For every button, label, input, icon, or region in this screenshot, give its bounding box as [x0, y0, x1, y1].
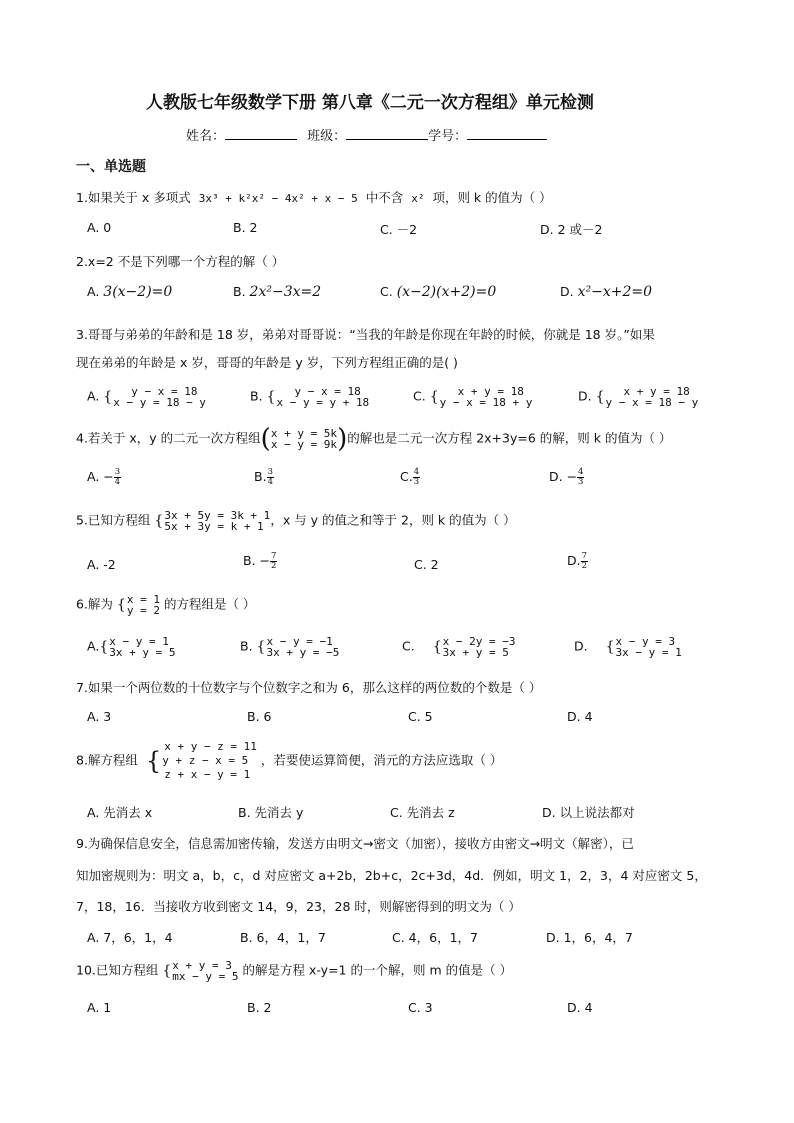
question-7: 7.如果一个两位数的十位数字与个位数字之和为 6，那么这样的两位数的个数是（ ） — [76, 680, 542, 695]
q1-option-c[interactable]: C. －2 — [380, 222, 418, 237]
name-blank[interactable] — [225, 139, 297, 140]
q3-option-c[interactable]: C. { x + y = 18 y − x = 18 + y — [413, 385, 533, 409]
q3-option-b[interactable]: B. { y − x = 18 x − y = y + 18 — [250, 385, 370, 409]
q10-option-c[interactable]: C. 3 — [408, 1000, 433, 1015]
q3-option-a[interactable]: A. { y − x = 18 x − y = 18 − y — [87, 385, 206, 409]
question-6: 6.解为 { x = 1 y = 2 的方程组是（ ） — [76, 593, 256, 617]
q3-option-d[interactable]: D. { x + y = 18 y − x = 18 − y — [578, 385, 699, 409]
section-title: 一、单选题 — [76, 159, 146, 175]
question-4: 4.若关于 x，y 的二元一次方程组 ( x + y = 5k x − y = 9k ) 的解也是二元一次方程 2x+3y=6 的解，则 k 的值为（ ） — [76, 424, 672, 454]
q8-option-d[interactable]: D. 以上说法都对 — [542, 805, 635, 820]
q5-option-b[interactable]: B. − $\frac{7}{2}$ — [243, 551, 277, 571]
q6-option-c[interactable]: C. { x − 2y = −3 3x + y = 5 — [402, 635, 516, 659]
student-info-line — [186, 125, 547, 144]
q6-option-d[interactable]: D. { x − y = 3 3x − y = 1 — [574, 635, 682, 659]
q2-option-c[interactable]: C. (x−2)(x+2)=0 — [380, 284, 497, 300]
q5-option-a[interactable]: A. -2 — [87, 557, 116, 572]
q4-option-a[interactable]: A. − $\frac{3}{4}$ — [87, 467, 121, 487]
q8-option-a[interactable]: A. 先消去 x — [87, 805, 153, 820]
question-2: 2.x=2 不是下列哪一个方程的解（ ） — [76, 254, 285, 269]
question-5: 5.已知方程组 { 3x + 5y = 3k + 1 5x + 3y = k + 1 ，x 与 y 的值之和等于 2，则 k 的值为（ ） — [76, 509, 516, 533]
question-3-line-1: 3.哥哥与弟弟的年龄和是 18 岁，弟弟对哥哥说：“当我的年龄是你现在年龄的时候，你就是 18 岁。”如果 — [76, 327, 655, 342]
q4-option-c[interactable]: C. $\frac{4}{3}$ — [400, 467, 420, 487]
q1-option-b[interactable]: B. 2 — [233, 220, 258, 235]
q6-option-b[interactable]: B. { x − y = −1 3x + y = −5 — [240, 635, 340, 659]
name-label: 姓名： — [186, 129, 226, 144]
q10-option-d[interactable]: D. 4 — [567, 1000, 593, 1015]
term: x² — [411, 192, 425, 205]
q7-option-a[interactable]: A. 3 — [87, 709, 112, 724]
question-9-line-2: 知加密规则为：明文 a，b，c，d 对应密文 a+2b，2b+c，2c+3d，4d．例如，明文 1，2，3，4 对应密文 5， — [76, 868, 707, 883]
q9-option-c[interactable]: C. 4，6，1，7 — [392, 930, 478, 945]
q2-option-b[interactable]: B. 2x²−3x=2 — [233, 284, 322, 300]
question-8: 8.解方程组 { x + y − z = 11 y + z − x = 5 z + x − y = 1 ，若要使运算简便，消元的方法应选取（ ） — [76, 740, 503, 781]
q9-option-d[interactable]: D. 1，6，4，7 — [546, 930, 633, 945]
question-9-line-3: 7，18，16．当接收方收到密文 14，9，23，28 时，则解密得到的明文为（ ） — [76, 899, 521, 914]
q9-option-a[interactable]: A. 7，6，1，4 — [87, 930, 173, 945]
page-title: 人教版七年级数学下册 第八章《二元一次方程组》单元检测 — [146, 93, 594, 113]
q2-option-d[interactable]: D. x²−x+2=0 — [560, 284, 653, 300]
q8-option-c[interactable]: C. 先消去 z — [390, 805, 455, 820]
q4-option-d[interactable]: D. − $\frac{4}{3}$ — [549, 467, 584, 487]
class-label: 班级： — [307, 129, 347, 144]
q5-option-d[interactable]: D. $\frac{7}{2}$ — [567, 551, 588, 571]
q10-option-a[interactable]: A. 1 — [87, 1000, 112, 1015]
q8-option-b[interactable]: B. 先消去 y — [238, 805, 304, 820]
q1-option-d[interactable]: D. 2 或－2 — [540, 222, 603, 237]
q4-option-b[interactable]: B. $\frac{3}{4}$ — [254, 467, 273, 487]
q7-option-c[interactable]: C. 5 — [408, 709, 433, 724]
question-10: 10.已知方程组 { x + y = 3 mx − y = 5 的解是方程 x-y=1 的一个解，则 m 的值是（ ） — [76, 959, 513, 983]
q6-option-a[interactable]: A. { x − y = 1 3x + y = 5 — [87, 635, 176, 659]
id-blank[interactable] — [467, 139, 547, 140]
polynomial: 3x³ + k²x² − 4x² + x − 5 — [198, 192, 358, 205]
question-3-line-2: 现在弟弟的年龄是 x 岁，哥哥的年龄是 y 岁，下列方程组正确的是( ) — [76, 355, 458, 370]
question-1: 1.如果关于 x 多项式 3x³ + k²x² − 4x² + x − 5 中不含 x² 项，则 k 的值为（ ） — [76, 190, 552, 205]
q7-option-b[interactable]: B. 6 — [247, 709, 272, 724]
q10-option-b[interactable]: B. 2 — [247, 1000, 272, 1015]
class-blank[interactable] — [346, 139, 428, 140]
q1-option-a[interactable]: A. 0 — [87, 220, 112, 235]
question-9-line-1: 9.为确保信息安全，信息需加密传输，发送方由明文→密文（加密），接收方由密文→明文（解密），已 — [76, 836, 634, 851]
q9-option-b[interactable]: B. 6，4，1，7 — [240, 930, 326, 945]
q7-option-d[interactable]: D. 4 — [567, 709, 593, 724]
q2-option-a[interactable]: A. 3(x−2)=0 — [87, 284, 173, 300]
q5-option-c[interactable]: C. 2 — [414, 557, 439, 572]
id-label: 学号： — [428, 129, 468, 144]
